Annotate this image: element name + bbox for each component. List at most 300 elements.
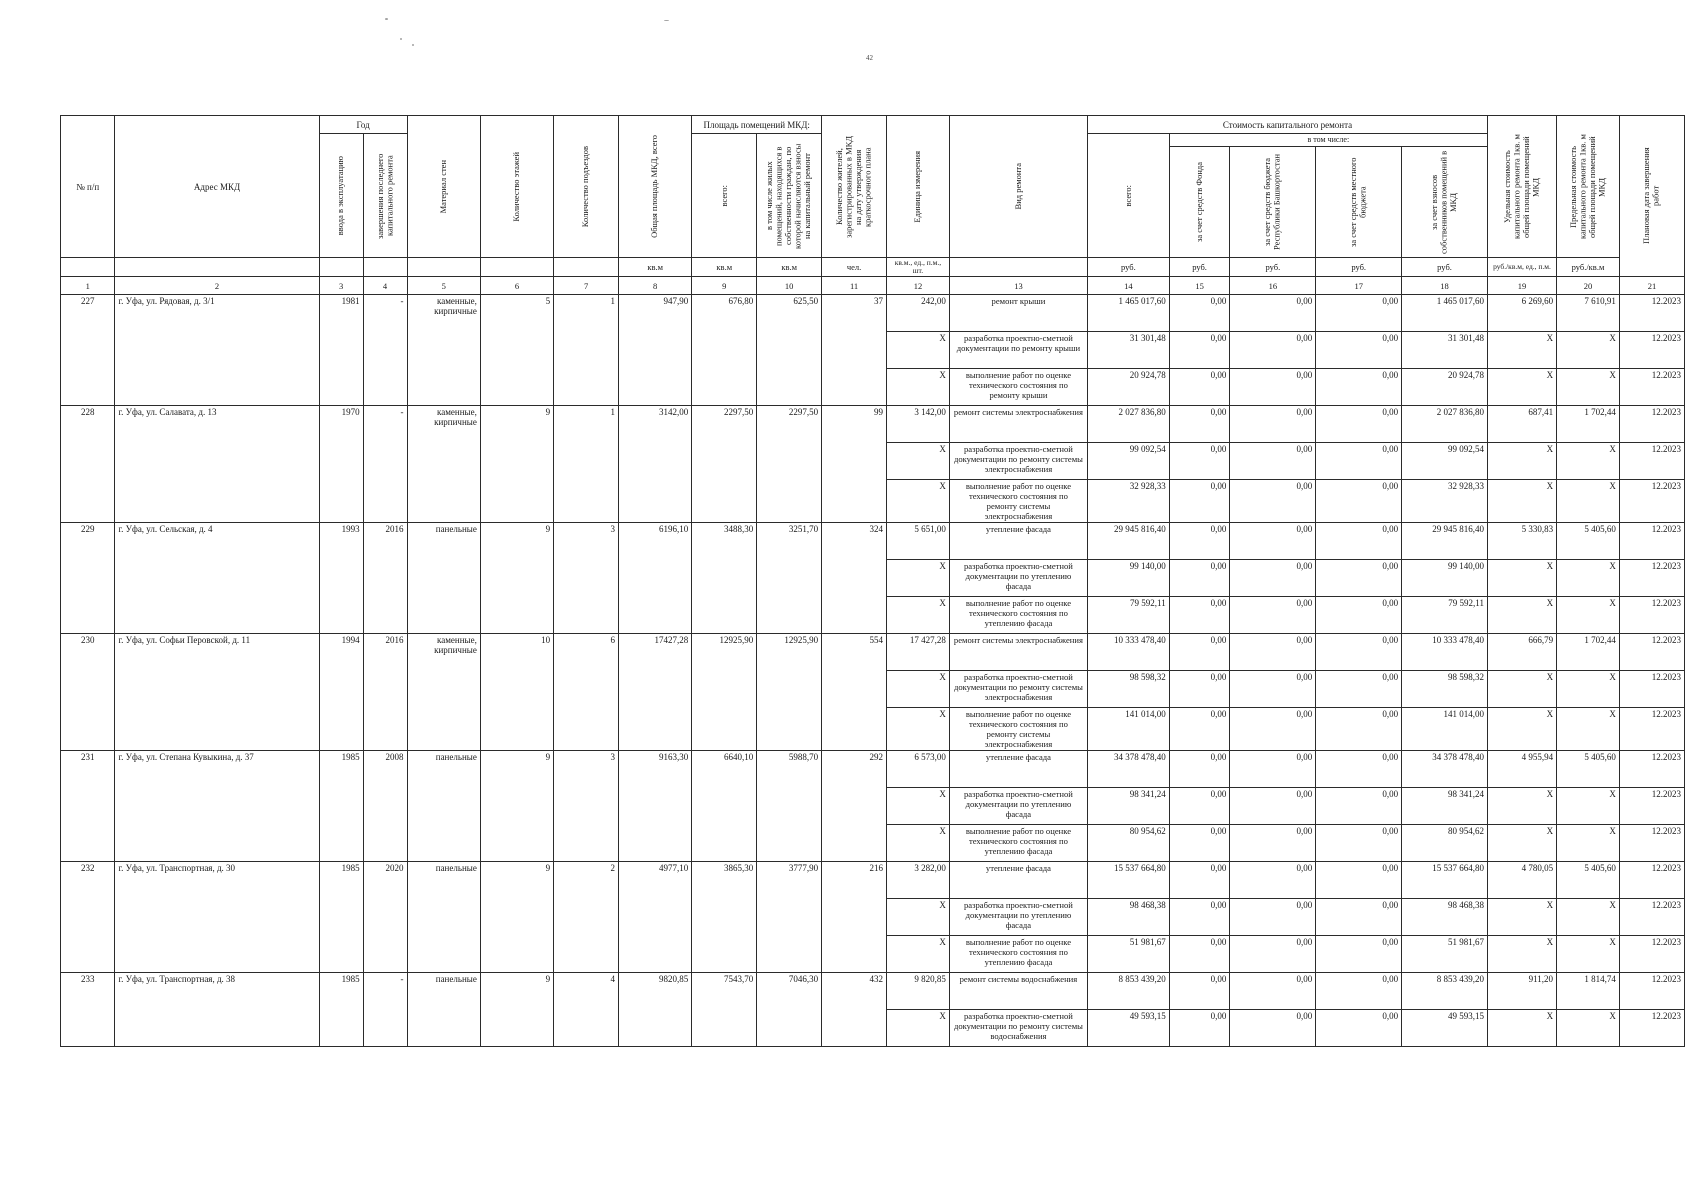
row-entrances: 6: [554, 634, 619, 671]
row-entrances: [554, 443, 619, 480]
row-premises-owned: [757, 899, 822, 936]
header-premises: Площадь помещений МКД:: [692, 116, 822, 134]
row-year-commission: [319, 671, 363, 708]
row-wall-material: [407, 671, 480, 708]
row-wall-material: [407, 708, 480, 751]
row-unit-cost: 4 780,05: [1487, 862, 1556, 899]
row-year-last-repair: [363, 825, 407, 862]
row-work-type: выполнение работ по оценке технического состояния по утеплению фасада: [949, 936, 1087, 973]
row-cost-fund: 0,00: [1169, 480, 1230, 523]
row-num: [61, 443, 115, 480]
row-premises-owned: 7046,30: [757, 973, 822, 1010]
row-num: [61, 788, 115, 825]
row-max-cost: 1 814,74: [1557, 973, 1620, 1010]
row-cost-owners: 32 928,33: [1402, 480, 1488, 523]
row-unit-cost: X: [1487, 332, 1556, 369]
row-deadline: 12.2023: [1619, 899, 1684, 936]
column-number: 19: [1487, 277, 1556, 295]
row-cost-fund: 0,00: [1169, 671, 1230, 708]
row-premises-owned: 3777,90: [757, 862, 822, 899]
row-total-area: 6196,10: [619, 523, 692, 560]
table-row: [61, 295, 1685, 332]
row-year-last-repair: [363, 560, 407, 597]
header-year-last-repair: завершения последнего капитального ремонта: [363, 134, 407, 258]
row-cost-fund: 0,00: [1169, 936, 1230, 973]
row-total-area: 4977,10: [619, 862, 692, 899]
row-premises-total: [692, 708, 757, 751]
row-cost-republic: 0,00: [1230, 295, 1316, 332]
row-total-area: [619, 788, 692, 825]
row-address: [115, 788, 319, 825]
row-deadline: 12.2023: [1619, 936, 1684, 973]
row-max-cost: 1 702,44: [1557, 406, 1620, 443]
row-num: [61, 332, 115, 369]
row-cost-total: 99 140,00: [1088, 560, 1170, 597]
row-cost-local: 0,00: [1316, 597, 1402, 634]
row-cost-local: 0,00: [1316, 443, 1402, 480]
row-unit-cost: 4 955,94: [1487, 751, 1556, 788]
row-floors: 9: [480, 406, 553, 443]
row-wall-material: панельные: [407, 862, 480, 899]
column-number: 17: [1316, 277, 1402, 295]
row-cost-republic: 0,00: [1230, 443, 1316, 480]
row-cost-total: 98 341,24: [1088, 788, 1170, 825]
row-cost-local: 0,00: [1316, 523, 1402, 560]
row-work-type: разработка проектно-сметной документации по утеплению фасада: [949, 788, 1087, 825]
column-number: 15: [1169, 277, 1230, 295]
header-wall-material: Материал стен: [407, 116, 480, 258]
row-year-last-repair: [363, 480, 407, 523]
row-deadline: 12.2023: [1619, 671, 1684, 708]
row-cost-total: 1 465 017,60: [1088, 295, 1170, 332]
row-residents: [822, 560, 887, 597]
row-year-commission: 1993: [319, 523, 363, 560]
row-cost-owners: 31 301,48: [1402, 332, 1488, 369]
row-premises-total: [692, 560, 757, 597]
row-year-commission: 1994: [319, 634, 363, 671]
row-entrances: [554, 825, 619, 862]
row-max-cost: X: [1557, 708, 1620, 751]
row-cost-owners: 98 468,38: [1402, 899, 1488, 936]
row-num: [61, 480, 115, 523]
row-unit: 5 651,00: [887, 523, 950, 560]
row-deadline: 12.2023: [1619, 634, 1684, 671]
row-max-cost: X: [1557, 560, 1620, 597]
row-premises-total: [692, 671, 757, 708]
row-entrances: [554, 480, 619, 523]
row-cost-total: 2 027 836,80: [1088, 406, 1170, 443]
column-number: 11: [822, 277, 887, 295]
row-address: [115, 1010, 319, 1047]
row-deadline: 12.2023: [1619, 1010, 1684, 1047]
row-total-area: [619, 480, 692, 523]
row-residents: [822, 480, 887, 523]
row-wall-material: [407, 899, 480, 936]
row-unit: X: [887, 936, 950, 973]
row-premises-owned: 2297,50: [757, 406, 822, 443]
row-unit-cost: 5 330,83: [1487, 523, 1556, 560]
row-unit-cost: 666,79: [1487, 634, 1556, 671]
row-work-type: выполнение работ по оценке технического состояния по утеплению фасада: [949, 597, 1087, 634]
row-cost-total: 79 592,11: [1088, 597, 1170, 634]
row-cost-republic: 0,00: [1230, 862, 1316, 899]
unit-unit: кв.м., ед., п.м., шт.: [887, 258, 950, 277]
row-year-last-repair: 2016: [363, 523, 407, 560]
row-max-cost: X: [1557, 788, 1620, 825]
row-premises-owned: [757, 671, 822, 708]
row-entrances: [554, 1010, 619, 1047]
row-cost-republic: 0,00: [1230, 788, 1316, 825]
header-cost-owners: за счет взносов собственников помещений в МКД: [1402, 147, 1488, 258]
row-year-last-repair: [363, 936, 407, 973]
row-unit: X: [887, 788, 950, 825]
row-entrances: [554, 936, 619, 973]
row-year-last-repair: [363, 671, 407, 708]
header-premises-total: всего:: [692, 134, 757, 258]
row-total-area: [619, 332, 692, 369]
row-premises-total: [692, 332, 757, 369]
row-unit: 6 573,00: [887, 751, 950, 788]
row-cost-local: 0,00: [1316, 751, 1402, 788]
row-premises-total: 12925,90: [692, 634, 757, 671]
row-cost-owners: 8 853 439,20: [1402, 973, 1488, 1010]
unit-max-cost: руб./кв.м: [1557, 258, 1620, 277]
row-cost-republic: 0,00: [1230, 899, 1316, 936]
row-premises-owned: [757, 369, 822, 406]
capital-repair-table: [60, 115, 1685, 1047]
row-residents: 99: [822, 406, 887, 443]
row-work-type: выполнение работ по оценке технического состояния по ремонту системы электроснабжения: [949, 708, 1087, 751]
row-address: [115, 332, 319, 369]
row-year-commission: [319, 332, 363, 369]
row-deadline: 12.2023: [1619, 295, 1684, 332]
row-total-area: 17427,28: [619, 634, 692, 671]
row-address: [115, 480, 319, 523]
row-unit: X: [887, 480, 950, 523]
row-max-cost: X: [1557, 936, 1620, 973]
row-unit-cost: X: [1487, 825, 1556, 862]
row-cost-owners: 141 014,00: [1402, 708, 1488, 751]
row-cost-republic: 0,00: [1230, 560, 1316, 597]
row-residents: [822, 825, 887, 862]
row-cost-owners: 98 341,24: [1402, 788, 1488, 825]
capital-repair-table-wrap: [60, 115, 1685, 1047]
unit-cost-owners: руб.: [1402, 258, 1488, 277]
row-year-commission: 1985: [319, 862, 363, 899]
column-number: 10: [757, 277, 822, 295]
table-row: [61, 597, 1685, 634]
row-residents: [822, 1010, 887, 1047]
row-cost-republic: 0,00: [1230, 480, 1316, 523]
row-cost-total: 99 092,54: [1088, 443, 1170, 480]
row-deadline: 12.2023: [1619, 973, 1684, 1010]
row-address: [115, 369, 319, 406]
row-premises-owned: 3251,70: [757, 523, 822, 560]
row-address: г. Уфа, ул. Софьи Перовской, д. 11: [115, 634, 319, 671]
row-cost-total: 29 945 816,40: [1088, 523, 1170, 560]
row-deadline: 12.2023: [1619, 788, 1684, 825]
header-residents: Количество жителей, зарегистрированных в МКД на дату утверждения краткосрочного плана: [822, 116, 887, 258]
row-floors: [480, 332, 553, 369]
column-number: 4: [363, 277, 407, 295]
row-work-type: разработка проектно-сметной документации по утеплению фасада: [949, 899, 1087, 936]
row-cost-republic: 0,00: [1230, 671, 1316, 708]
row-deadline: 12.2023: [1619, 597, 1684, 634]
row-year-last-repair: 2016: [363, 634, 407, 671]
row-address: г. Уфа, ул. Транспортная, д. 38: [115, 973, 319, 1010]
header-year: Год: [319, 116, 407, 134]
row-deadline: 12.2023: [1619, 332, 1684, 369]
row-unit-cost: X: [1487, 443, 1556, 480]
row-unit-cost: X: [1487, 560, 1556, 597]
row-premises-owned: [757, 708, 822, 751]
row-floors: [480, 369, 553, 406]
row-residents: 37: [822, 295, 887, 332]
row-total-area: [619, 443, 692, 480]
header-deadline: Плановая дата завершения работ: [1619, 116, 1684, 277]
row-deadline: 12.2023: [1619, 862, 1684, 899]
row-address: [115, 443, 319, 480]
header-cost-total: всего:: [1088, 134, 1170, 258]
row-residents: 554: [822, 634, 887, 671]
row-num: 228: [61, 406, 115, 443]
table-row: [61, 899, 1685, 936]
row-year-commission: 1985: [319, 751, 363, 788]
row-premises-total: 3865,30: [692, 862, 757, 899]
table-row: [61, 825, 1685, 862]
row-cost-local: 0,00: [1316, 480, 1402, 523]
row-address: г. Уфа, ул. Транспортная, д. 30: [115, 862, 319, 899]
row-year-last-repair: [363, 332, 407, 369]
row-year-commission: [319, 480, 363, 523]
row-residents: 432: [822, 973, 887, 1010]
row-address: [115, 899, 319, 936]
row-address: [115, 825, 319, 862]
row-cost-total: 49 593,15: [1088, 1010, 1170, 1047]
row-year-commission: [319, 597, 363, 634]
row-unit-cost: 911,20: [1487, 973, 1556, 1010]
row-unit: X: [887, 671, 950, 708]
table-body: [61, 295, 1685, 1047]
row-max-cost: X: [1557, 597, 1620, 634]
column-number: 2: [115, 277, 319, 295]
row-deadline: 12.2023: [1619, 480, 1684, 523]
unit-cost-republic: руб.: [1230, 258, 1316, 277]
row-unit: 17 427,28: [887, 634, 950, 671]
row-residents: 216: [822, 862, 887, 899]
table-row: [61, 560, 1685, 597]
row-wall-material: [407, 825, 480, 862]
unit-cost-fund: руб.: [1169, 258, 1230, 277]
row-premises-total: [692, 369, 757, 406]
row-year-commission: [319, 825, 363, 862]
row-year-last-repair: 2008: [363, 751, 407, 788]
row-cost-fund: 0,00: [1169, 973, 1230, 1010]
row-cost-total: 20 924,78: [1088, 369, 1170, 406]
row-cost-fund: 0,00: [1169, 443, 1230, 480]
row-floors: [480, 1010, 553, 1047]
row-premises-owned: [757, 443, 822, 480]
row-deadline: 12.2023: [1619, 523, 1684, 560]
row-max-cost: X: [1557, 899, 1620, 936]
unit-premises-owned: кв.м: [757, 258, 822, 277]
row-entrances: [554, 560, 619, 597]
row-cost-fund: 0,00: [1169, 369, 1230, 406]
row-deadline: 12.2023: [1619, 406, 1684, 443]
row-unit-cost: X: [1487, 671, 1556, 708]
row-cost-total: 98 598,32: [1088, 671, 1170, 708]
row-unit-cost: X: [1487, 480, 1556, 523]
row-residents: [822, 332, 887, 369]
row-cost-fund: 0,00: [1169, 862, 1230, 899]
row-cost-total: 51 981,67: [1088, 936, 1170, 973]
row-premises-owned: [757, 788, 822, 825]
row-cost-local: 0,00: [1316, 406, 1402, 443]
row-entrances: [554, 597, 619, 634]
row-residents: [822, 788, 887, 825]
column-number: 8: [619, 277, 692, 295]
column-number: 18: [1402, 277, 1488, 295]
row-wall-material: [407, 1010, 480, 1047]
row-cost-owners: 1 465 017,60: [1402, 295, 1488, 332]
row-cost-local: 0,00: [1316, 973, 1402, 1010]
row-address: г. Уфа, ул. Сельская, д. 4: [115, 523, 319, 560]
row-num: [61, 708, 115, 751]
row-num: 229: [61, 523, 115, 560]
row-deadline: 12.2023: [1619, 825, 1684, 862]
row-floors: 10: [480, 634, 553, 671]
row-work-type: ремонт крыши: [949, 295, 1087, 332]
row-year-last-repair: [363, 369, 407, 406]
row-year-last-repair: -: [363, 406, 407, 443]
row-cost-local: 0,00: [1316, 1010, 1402, 1047]
row-total-area: [619, 708, 692, 751]
row-year-last-repair: -: [363, 973, 407, 1010]
header-floors: Количество этажей: [480, 116, 553, 258]
row-num: [61, 671, 115, 708]
column-number: 14: [1088, 277, 1170, 295]
row-entrances: [554, 671, 619, 708]
row-entrances: 1: [554, 295, 619, 332]
row-floors: 5: [480, 295, 553, 332]
row-cost-local: 0,00: [1316, 671, 1402, 708]
row-unit: X: [887, 560, 950, 597]
row-entrances: [554, 899, 619, 936]
row-address: г. Уфа, ул. Салавата, д. 13: [115, 406, 319, 443]
row-cost-local: 0,00: [1316, 708, 1402, 751]
table-row: [61, 523, 1685, 560]
row-year-commission: [319, 899, 363, 936]
row-unit-cost: 6 269,60: [1487, 295, 1556, 332]
row-max-cost: 1 702,44: [1557, 634, 1620, 671]
row-unit-cost: X: [1487, 369, 1556, 406]
row-entrances: [554, 332, 619, 369]
row-cost-fund: 0,00: [1169, 560, 1230, 597]
row-total-area: 947,90: [619, 295, 692, 332]
row-wall-material: [407, 788, 480, 825]
column-number: 1: [61, 277, 115, 295]
row-wall-material: [407, 936, 480, 973]
row-cost-republic: 0,00: [1230, 369, 1316, 406]
row-cost-local: 0,00: [1316, 788, 1402, 825]
row-entrances: 3: [554, 523, 619, 560]
row-address: [115, 936, 319, 973]
row-entrances: 3: [554, 751, 619, 788]
row-wall-material: каменные, кирпичные: [407, 406, 480, 443]
row-floors: [480, 671, 553, 708]
unit-cost-local: руб.: [1316, 258, 1402, 277]
row-unit: X: [887, 332, 950, 369]
row-wall-material: панельные: [407, 523, 480, 560]
column-number: 13: [949, 277, 1087, 295]
row-floors: 9: [480, 751, 553, 788]
row-residents: [822, 936, 887, 973]
row-wall-material: [407, 480, 480, 523]
header-year-commission: ввода в эксплуатацию: [319, 134, 363, 258]
row-wall-material: панельные: [407, 973, 480, 1010]
table-row: [61, 708, 1685, 751]
row-cost-total: 15 537 664,80: [1088, 862, 1170, 899]
row-cost-owners: 20 924,78: [1402, 369, 1488, 406]
row-total-area: 9820,85: [619, 973, 692, 1010]
row-wall-material: каменные, кирпичные: [407, 634, 480, 671]
row-unit: X: [887, 1010, 950, 1047]
row-premises-owned: [757, 825, 822, 862]
header-entrances: Количество подъездов: [554, 116, 619, 258]
row-wall-material: [407, 597, 480, 634]
row-cost-local: 0,00: [1316, 560, 1402, 597]
row-work-type: ремонт системы электроснабжения: [949, 406, 1087, 443]
row-max-cost: X: [1557, 480, 1620, 523]
row-entrances: 4: [554, 973, 619, 1010]
row-premises-total: [692, 480, 757, 523]
unit-premises-total: кв.м: [692, 258, 757, 277]
row-year-commission: [319, 369, 363, 406]
row-work-type: ремонт системы электроснабжения: [949, 634, 1087, 671]
row-deadline: 12.2023: [1619, 369, 1684, 406]
row-premises-total: [692, 825, 757, 862]
row-entrances: [554, 788, 619, 825]
row-num: [61, 597, 115, 634]
row-cost-local: 0,00: [1316, 936, 1402, 973]
row-work-type: разработка проектно-сметной документации по ремонту системы электроснабжения: [949, 443, 1087, 480]
row-max-cost: X: [1557, 671, 1620, 708]
row-unit: X: [887, 708, 950, 751]
row-premises-owned: 5988,70: [757, 751, 822, 788]
row-premises-total: [692, 899, 757, 936]
row-cost-republic: 0,00: [1230, 523, 1316, 560]
column-number: 7: [554, 277, 619, 295]
row-year-last-repair: [363, 899, 407, 936]
row-cost-republic: 0,00: [1230, 825, 1316, 862]
row-cost-fund: 0,00: [1169, 899, 1230, 936]
row-max-cost: 5 405,60: [1557, 523, 1620, 560]
row-cost-owners: 15 537 664,80: [1402, 862, 1488, 899]
row-premises-total: 3488,30: [692, 523, 757, 560]
table-row: [61, 936, 1685, 973]
row-entrances: [554, 708, 619, 751]
row-work-type: выполнение работ по оценке технического состояния по ремонту системы электроснабжения: [949, 480, 1087, 523]
row-premises-owned: [757, 480, 822, 523]
row-cost-owners: 34 378 478,40: [1402, 751, 1488, 788]
row-max-cost: X: [1557, 332, 1620, 369]
unit-unit-cost: руб./кв.м, ед., п.м.: [1487, 258, 1556, 277]
table-row: [61, 1010, 1685, 1047]
header-num: № п/п: [61, 116, 115, 258]
unit-total-area: кв.м: [619, 258, 692, 277]
row-num: 231: [61, 751, 115, 788]
row-entrances: 2: [554, 862, 619, 899]
